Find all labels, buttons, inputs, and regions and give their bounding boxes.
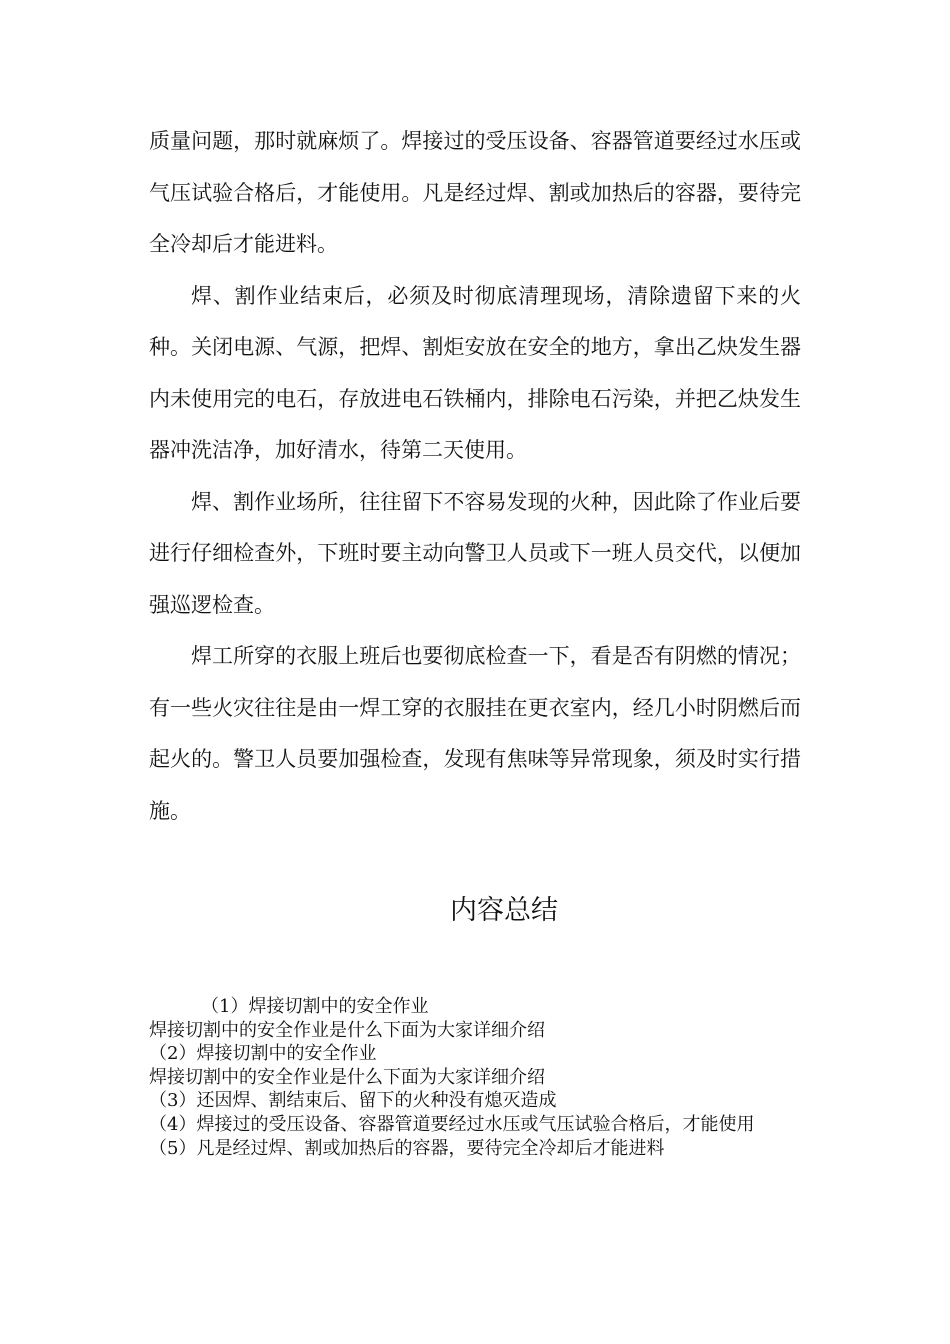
summary-item: （4）焊接过的受压设备、容器管道要经过水压或气压试验合格后，才能使用 [149,1113,755,1135]
summary-item: （1）焊接切割中的安全作业 [201,996,429,1017]
summary-item: 焊接切割中的安全作业是什么下面为大家详细介绍 [149,1066,545,1088]
summary-item: （2）焊接切割中的安全作业 [149,1043,377,1065]
body-text [149,116,801,837]
paragraph-cleanup: 焊、割作业结束后，必须及时彻底清理现场，清除遗留下来的火种。关闭电源、气源，把焊、割炬安放在安全的地方，拿出乙炔发生器内未使用完的电石，存放进电石铁桶内，排除电石污染，并把乙炔发生器冲洗洁净，加好清水，待第二天使用。 [149,283,801,462]
summary-item: 焊接切割中的安全作业是什么下面为大家详细介绍 [149,1019,545,1041]
paragraph-worksite-check: 焊、割作业场所，往往留下不容易发现的火种，因此除了作业后要进行仔细检查外，下班时要主动向警卫人员或下一班人员交代，以便加强巡逻检查。 [149,489,801,617]
summary-item: （5）凡是经过焊、割或加热后的容器，要待完全冷却后才能进料 [149,1137,665,1159]
summary-list [149,995,801,1160]
summary-item: （3）还因焊、割结束后、留下的火种没有熄灭造成 [149,1090,557,1112]
paragraph-continued: 质量问题，那时就麻烦了。焊接过的受压设备、容器管道要经过水压或气压试验合格后，才能使用。凡是经过焊、割或加热后的容器，要待完全冷却后才能进料。 [149,129,801,256]
paragraph-clothing-check: 焊工所穿的衣服上班后也要彻底检查一下，看是否有阴燃的情况；有一些火灾往往是由一焊工穿的衣服挂在更衣室内，经几小时阴燃后而起火的。警卫人员要加强检查，发现有焦味等异常现象，须及时实行措施。 [149,644,801,823]
summary-title: 内容总结 [450,895,558,926]
